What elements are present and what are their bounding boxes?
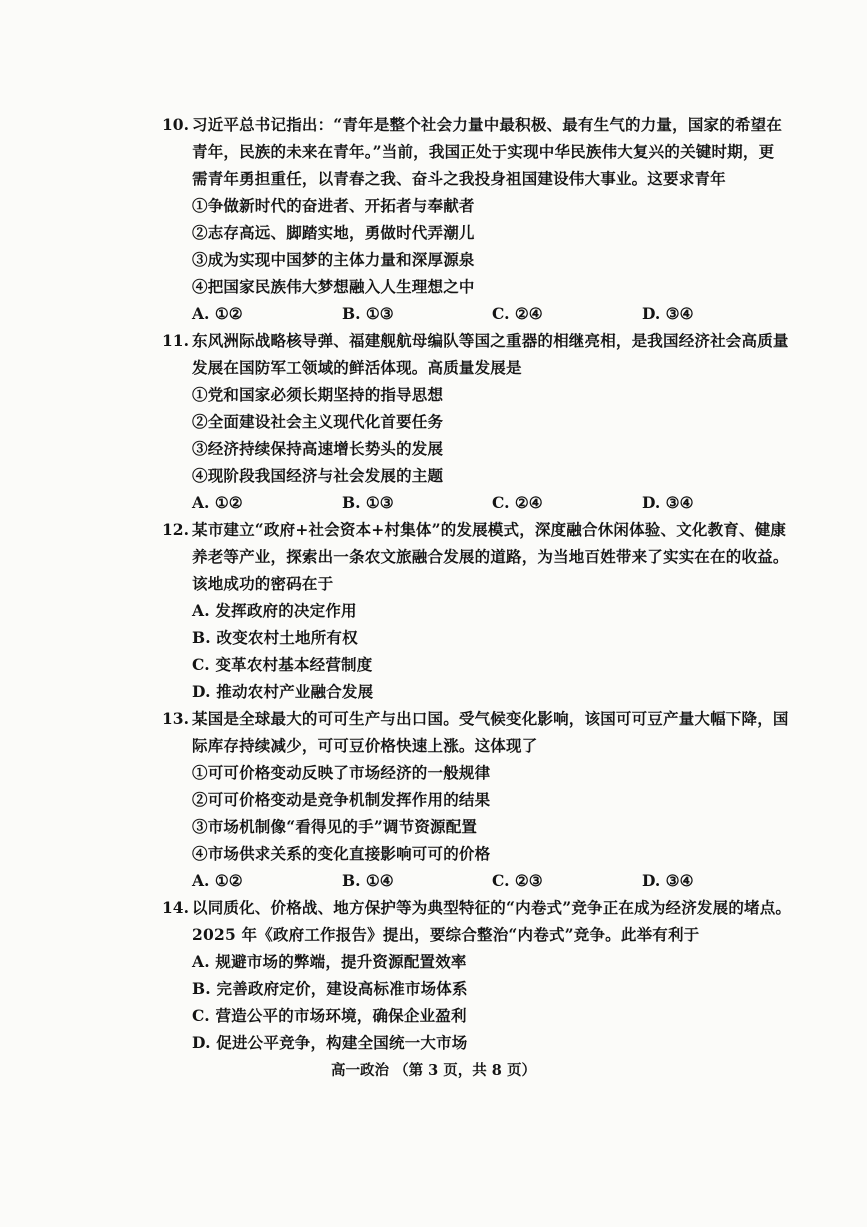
- answer-choice: C. ②④: [492, 493, 543, 512]
- question-stem-line: 养老等产业，探索出一条农文旅融合发展的道路，为当地百姓带来了实实在在的收益。: [192, 547, 789, 566]
- question-stem-line: 习近平总书记指出：“青年是整个社会力量中最积极、最有生气的力量，国家的希望在: [192, 115, 783, 134]
- question-stem-line: 某国是全球最大的可可生产与出口国。受气候变化影响，该国可可豆产量大幅下降，国: [192, 709, 789, 728]
- question-number: 12.: [162, 520, 189, 539]
- answer-choice: B. ①③: [342, 493, 394, 512]
- answer-statement: A. 规避市场的弊端，提升资源配置效率: [192, 952, 467, 971]
- answer-statement: ②全面建设社会主义现代化首要任务: [192, 412, 444, 431]
- answer-statement: ①党和国家必须长期坚持的指导思想: [192, 385, 444, 404]
- question-list: [162, 111, 792, 1056]
- answer-choice: A. ①②: [192, 493, 243, 512]
- answer-statement: ③经济持续保持高速增长势头的发展: [192, 439, 444, 458]
- answer-choices: [162, 489, 782, 516]
- answer-statement: ④把国家民族伟大梦想融入人生理想之中: [192, 277, 475, 296]
- question-number: 10.: [162, 115, 189, 134]
- answer-statement: ③成为实现中国梦的主体力量和深厚源泉: [192, 250, 475, 269]
- answer-choice: C. ②③: [492, 871, 543, 890]
- question-stem-line: 需青年勇担重任，以青春之我、奋斗之我投身祖国建设伟大事业。这要求青年: [192, 169, 726, 188]
- question-number: 11.: [162, 331, 189, 350]
- question-number: 13.: [162, 709, 189, 728]
- answer-statement: B. 完善政府定价，建设高标准市场体系: [192, 979, 468, 998]
- answer-statement: D. 促进公平竞争，构建全国统一大市场: [192, 1033, 468, 1052]
- question-13: [162, 705, 789, 894]
- question-number: 14.: [162, 898, 189, 917]
- answer-statement: C. 变革农村基本经营制度: [192, 655, 373, 674]
- answer-choices: [162, 867, 782, 894]
- question-stem-line: 以同质化、价格战、地方保护等为典型特征的“内卷式”竞争正在成为经济发展的堵点。: [192, 898, 792, 917]
- answer-statement: ②可可价格变动是竞争机制发挥作用的结果: [192, 790, 491, 809]
- answer-statement: ①争做新时代的奋进者、开拓者与奉献者: [192, 196, 475, 215]
- answer-statement: ③市场机制像“看得见的手”调节资源配置: [192, 817, 478, 836]
- question-stem-line: 青年，民族的未来在青年。”当前，我国正处于实现中华民族伟大复兴的关键时期，更: [192, 142, 775, 161]
- answer-statement: B. 改变农村土地所有权: [192, 628, 358, 647]
- answer-choice: A. ①②: [192, 871, 243, 890]
- answer-choice: B. ①④: [342, 871, 394, 890]
- answer-choice: D. ③④: [642, 304, 694, 323]
- question-stem-line: 际库存持续减少，可可豆价格快速上涨。这体现了: [192, 736, 538, 755]
- answer-choice: D. ③④: [642, 871, 694, 890]
- question-stem-line: 该地成功的密码在于: [192, 574, 334, 593]
- answer-statement: ④市场供求关系的变化直接影响可可的价格: [192, 844, 491, 863]
- page-footer: 高一政治 （第 3 页，共 8 页）: [331, 1062, 536, 1079]
- question-14: [162, 894, 792, 1056]
- question-11: [162, 327, 789, 516]
- answer-choices: [162, 300, 782, 327]
- answer-statement: ①可可价格变动反映了市场经济的一般规律: [192, 763, 491, 782]
- answer-choice: C. ②④: [492, 304, 543, 323]
- answer-statement: D. 推动农村产业融合发展: [192, 682, 374, 701]
- question-stem-line: 发展在国防军工领域的鲜活体现。高质量发展是: [192, 358, 522, 377]
- answer-statement: A. 发挥政府的决定作用: [192, 601, 357, 620]
- answer-choice: A. ①②: [192, 304, 243, 323]
- question-stem-line: 2025 年《政府工作报告》提出，要综合整治“内卷式”竞争。此举有利于: [192, 925, 700, 944]
- answer-choice: D. ③④: [642, 493, 694, 512]
- question-stem-line: 某市建立“政府+社会资本+村集体”的发展模式，深度融合休闲体验、文化教育、健康: [192, 520, 787, 539]
- answer-statement: ②志存高远、脚踏实地，勇做时代弄潮儿: [192, 223, 475, 242]
- answer-statement: ④现阶段我国经济与社会发展的主题: [192, 466, 444, 485]
- answer-statement: C. 营造公平的市场环境，确保企业盈利: [192, 1006, 467, 1025]
- question-12: [162, 516, 789, 705]
- question-stem-line: 东风洲际战略核导弹、福建舰航母编队等国之重器的相继亮相，是我国经济社会高质量: [192, 331, 789, 350]
- answer-choice: B. ①③: [342, 304, 394, 323]
- question-10: [162, 111, 782, 327]
